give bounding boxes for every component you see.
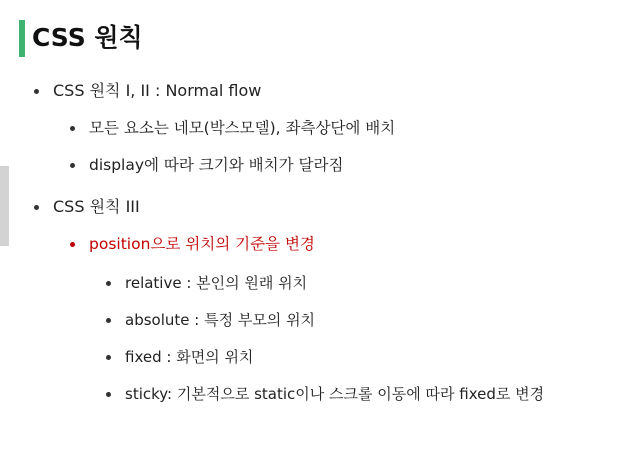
bullet-item-level3 [106, 309, 315, 331]
bullet-item-level1 [34, 196, 140, 218]
bullet-text: CSS 원칙 I, II : Normal flow [53, 81, 262, 100]
slide-title: CSS 원칙 [32, 23, 143, 52]
bullet-text: fixed : 화면의 위치 [125, 348, 254, 366]
bullet-dot-icon [70, 126, 75, 131]
bullet-text: display에 따라 크기와 배치가 달라짐 [89, 156, 344, 174]
bullet-item-level3 [106, 346, 253, 368]
bullet-text: absolute : 특정 부모의 위치 [125, 311, 316, 329]
bullet-text: CSS 원칙 III [53, 197, 140, 216]
bullet-item-level3 [106, 272, 307, 294]
bullet-dot-icon [106, 355, 111, 360]
bullet-dot-icon [106, 392, 111, 397]
bullet-dot-icon [70, 242, 75, 247]
bullet-item-level3 [106, 383, 544, 405]
bullet-text: position으로 위치의 기준을 변경 [89, 235, 315, 253]
bullet-item-level2 [70, 117, 395, 139]
bullet-dot-icon [34, 89, 39, 94]
bullet-dot-icon [106, 318, 111, 323]
bullet-text: relative : 본인의 원래 위치 [125, 274, 308, 292]
bullet-item-level2 [70, 154, 343, 176]
bullet-dot-icon [70, 163, 75, 168]
bullet-text: 모든 요소는 네모(박스모델), 좌측상단에 배치 [89, 119, 396, 137]
bullet-dot-icon [34, 205, 39, 210]
bullet-dot-icon [106, 281, 111, 286]
bullet-text: sticky: 기본적으로 static이나 스크롤 이동에 따라 fixed로 변경 [125, 385, 545, 403]
title-accent-bar [19, 20, 25, 57]
bullet-item-level1 [34, 80, 261, 102]
bullet-item-highlight [70, 233, 315, 255]
side-scroll-handle[interactable] [0, 166, 9, 246]
